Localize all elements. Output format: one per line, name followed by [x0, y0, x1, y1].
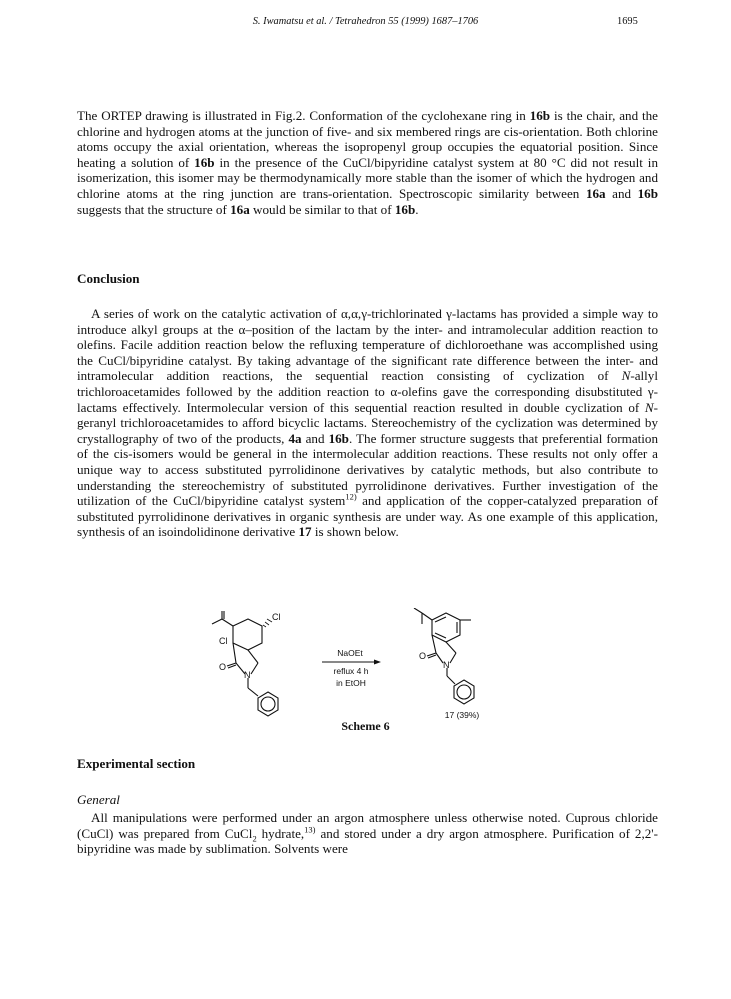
oxygen-label: O	[219, 662, 227, 672]
subsection-heading-general: General	[77, 792, 120, 807]
compound-ref: 16b	[328, 430, 349, 446]
condition-label: in EtOH	[336, 678, 366, 688]
text-run: and	[301, 430, 329, 446]
text-run: suggests that the structure of	[77, 201, 231, 217]
text-run: in the presence of the CuCl/bipyridine catalyst system at 80 °C did not result in isomerization, this isomer may be thermodynamically more stable than the isomer of which the hydrogen and chlorine atoms at the ring junction are trans-orientation. Spectroscopic similarity between	[77, 154, 658, 201]
section-heading-conclusion: Conclusion	[77, 271, 140, 286]
general-paragraph	[77, 810, 658, 857]
text-run: -allyl trichloroacetamides followed by the addition reaction to α-olefins gave the corresponding disubstituted γ-lactams effectively. Intermolecular version of this sequential reaction resulted in double cyclization of	[77, 368, 658, 415]
italic-run: N	[644, 399, 654, 415]
text-run: would be similar to that of	[249, 201, 395, 217]
ortep-paragraph	[77, 108, 658, 217]
reagent-label: NaOEt	[337, 648, 363, 658]
subscript: 2	[252, 833, 257, 844]
reference-superscript: 13)	[304, 824, 316, 835]
compound-ref: 4a	[288, 430, 302, 446]
text-run: and application of the copper-catalyzed preparation of substituted pyrrolidinone derivatives in organic synthesis are under way. As one example of this application, synthesis of an isoindolidinone derivative	[77, 493, 658, 540]
text-run: . The former structure suggests that preferential formation of the cis-isomers would be general in the intermolecular addition reactions. These results not only offer a unique way to access substituted pyrrolidinone derivatives by catalytic methods, but also contribute to understanding the stereochemistry of substituted pyrrolidinone derivatives. Further investigation of the utilization of the CuCl/bipyridine catalyst system	[77, 430, 659, 509]
product-label: 17 (39%)	[444, 710, 480, 720]
compound-ref: 16b	[394, 201, 416, 217]
text-run: is the chair, and the chlorine and hydrogen atoms at the junction of five- and six membered rings are cis-orientation. Both chlorine atoms occupy the axial orientation, whereas the isopropenyl group occupies the equatorial position. Since heating a solution of	[77, 108, 658, 170]
italic-run: N	[621, 368, 631, 384]
compound-ref: 16a	[585, 185, 606, 201]
reaction-scheme	[200, 608, 520, 720]
running-header	[0, 16, 731, 30]
compound-ref: 16b	[194, 154, 215, 170]
product-structure	[414, 608, 479, 720]
section-heading-experimental: Experimental section	[77, 756, 196, 771]
condition-label: reflux 4 h	[333, 666, 369, 676]
text-run: and stored under a dry argon atmosphere. Purification of 2,2'-bipyridine was made by sublimation. Solvents were	[77, 825, 658, 857]
text-run: -geranyl trichloroacetamides to afford bicyclic lactams. Stereochemistry of the cyclization was determined by crystallography of two of the products,	[77, 399, 658, 446]
nitrogen-label: N	[443, 660, 450, 670]
arrow-head-icon	[374, 660, 381, 665]
text-run: and	[605, 185, 638, 201]
text-run: The ORTEP drawing is illustrated in Fig.2. Conformation of the cyclohexane ring in	[77, 108, 530, 123]
compound-ref: 16a	[230, 201, 250, 217]
text-run: .	[415, 201, 419, 217]
chlorine-label: Cl	[272, 612, 281, 622]
text-run: is shown below.	[311, 524, 399, 540]
chlorine-label: Cl	[219, 636, 228, 646]
page-number: 1695	[617, 16, 638, 27]
starting-material-structure	[212, 611, 281, 716]
reference-superscript: 12)	[345, 491, 357, 502]
compound-ref: 17	[298, 524, 312, 540]
running-title: S. Iwamatsu et al. / Tetrahedron 55 (1999) 1687–1706	[252, 16, 479, 27]
reaction-conditions	[322, 648, 381, 688]
conclusion-paragraph	[77, 306, 658, 540]
text-run: A series of work on the catalytic activation of α,α,γ-trichlorinated γ-lactams has provided a simple way to introduce alkyl groups at the α–position of the lactam by the inter- and intramolecular addition reaction to olefins. Facile addition reaction below the refluxing temperature of dichloroethane was accomplished using the CuCl/bipyridine catalyst. By taking advantage of the significant rate difference between the inter- and intramolecular addition reactions, the sequential reaction consisting of cyclization of	[77, 306, 658, 384]
compound-ref: 16b	[637, 185, 659, 201]
scheme-caption: Scheme 6	[341, 719, 390, 733]
compound-ref: 16b	[529, 108, 551, 123]
text-run: hydrate,	[256, 825, 305, 841]
nitrogen-label: N	[244, 670, 251, 680]
text-run: All manipulations were performed under an argon atmosphere unless otherwise noted. Cuprous chloride (CuCl) was prepared from CuCl	[77, 810, 658, 841]
oxygen-label: O	[419, 651, 427, 661]
